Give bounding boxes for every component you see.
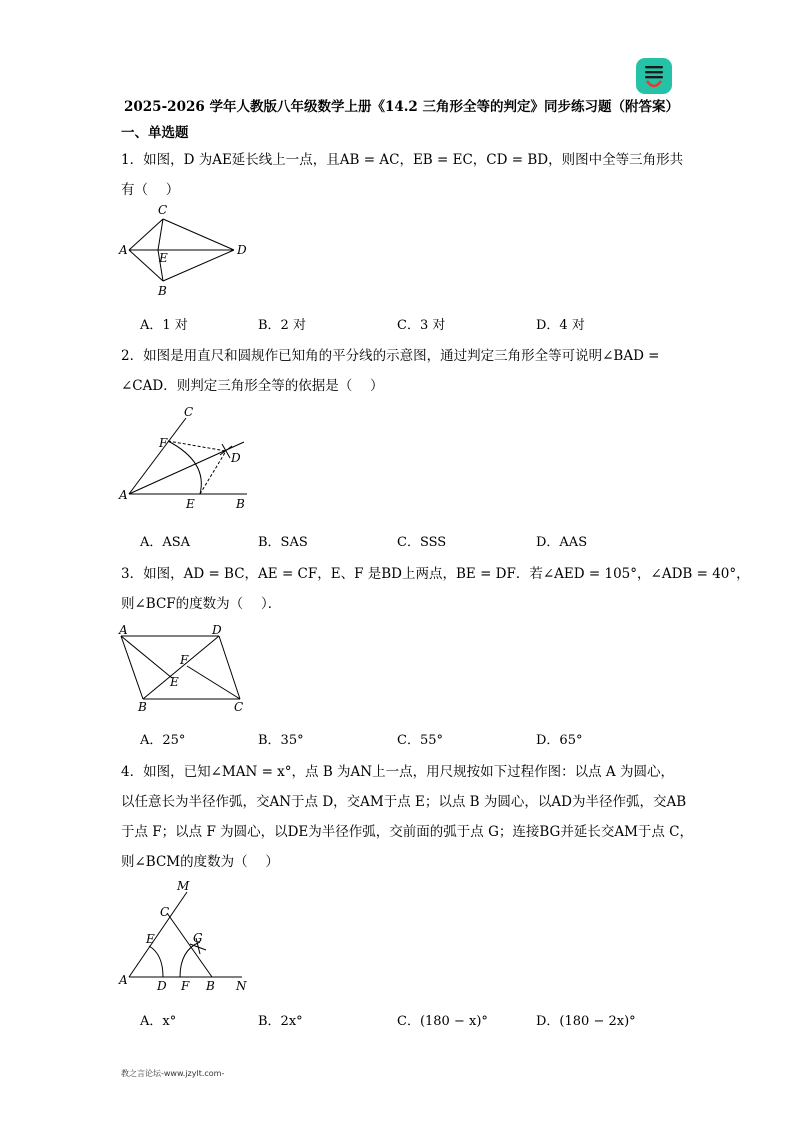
fig3-label-f: F bbox=[180, 653, 189, 667]
question-4-line-2: 以任意长为半径作弧，交AN于点 D，交AM于点 E；以点 B 为圆心，以AD为半径作弧，交AB bbox=[121, 794, 687, 810]
question-3-line-1: 3．如图，AD = BC，AE = CF，E、F 是BD上两点，BE = DF．若∠AED = 105°，∠ADB = 40°， bbox=[121, 566, 750, 582]
q1-option-b[interactable]: B．2 对 bbox=[258, 318, 306, 333]
fig3-label-a: A bbox=[119, 623, 128, 637]
q3-option-b[interactable]: B．35° bbox=[258, 733, 304, 748]
fig1-label-b: B bbox=[158, 284, 167, 298]
question-1-line-1: 1．如图，D 为AE延长线上一点，且AB = AC，EB = EC，CD = BD，则图中全等三角形共 bbox=[121, 152, 684, 168]
fig2-label-b: B bbox=[236, 497, 245, 511]
section-heading: 一、单选题 bbox=[121, 125, 189, 141]
question-1-line-2: 有（ ） bbox=[121, 182, 180, 198]
q2-option-b[interactable]: B．SAS bbox=[258, 535, 308, 550]
question-2-line-2: ∠CAD．则判定三角形全等的依据是（ ） bbox=[121, 378, 384, 394]
q4-option-c[interactable]: C．(180 − x)° bbox=[397, 1014, 488, 1029]
fig4-label-n: N bbox=[236, 979, 247, 993]
q1-option-a[interactable]: A．1 对 bbox=[140, 318, 188, 333]
page-title: 2025-2026 学年人教版八年级数学上册《14.2 三角形全等的判定》同步练习题（附答案） bbox=[124, 99, 680, 115]
q3-option-c[interactable]: C．55° bbox=[397, 733, 443, 748]
q2-option-a[interactable]: A．ASA bbox=[140, 535, 191, 550]
fig4-label-e: E bbox=[146, 932, 155, 946]
fig4-label-g: G bbox=[193, 931, 203, 945]
q1-option-d[interactable]: D．4 对 bbox=[536, 318, 585, 333]
question-2-line-1: 2．如图是用直尺和圆规作已知角的平分线的示意图，通过判定三角形全等可说明∠BAD = bbox=[121, 348, 660, 364]
fig2-label-d: D bbox=[231, 451, 241, 465]
fig3-label-c: C bbox=[234, 700, 244, 714]
fig2-label-c: C bbox=[184, 405, 194, 419]
fig4-label-c: C bbox=[160, 905, 170, 919]
fig1-label-e: E bbox=[159, 251, 168, 265]
q2-option-d[interactable]: D．AAS bbox=[536, 535, 588, 550]
question-4-line-3: 于点 F；以点 F 为圆心，以DE为半径作弧，交前面的弧于点 G；连接BG并延长交AM于点 C， bbox=[121, 824, 694, 840]
fig2-label-a: A bbox=[119, 488, 128, 502]
fig4-label-m: M bbox=[177, 879, 190, 893]
q4-option-a[interactable]: A．x° bbox=[140, 1014, 177, 1029]
question-4-line-4: 则∠BCM的度数为（ ） bbox=[121, 854, 279, 870]
question-4-line-1: 4．如图，已知∠MAN = x°，点 B 为AN上一点，用尺规按如下过程作图：以点 A 为圆心， bbox=[121, 764, 674, 780]
fig3-label-e: E bbox=[170, 675, 179, 689]
fig1-label-c: C bbox=[158, 203, 168, 217]
fig3-label-d: D bbox=[212, 623, 222, 637]
q2-option-c[interactable]: C．SSS bbox=[397, 535, 447, 550]
fig4-label-f: F bbox=[181, 979, 190, 993]
page-footer: 教之言论坛-www.jzylt.com- bbox=[121, 1069, 225, 1078]
q3-option-d[interactable]: D．65° bbox=[536, 733, 583, 748]
fig4-label-a: A bbox=[119, 973, 128, 987]
fig1-label-a: A bbox=[119, 243, 128, 257]
fig3-label-b: B bbox=[138, 700, 147, 714]
q1-option-c[interactable]: C．3 对 bbox=[397, 318, 446, 333]
fig2-label-e: E bbox=[186, 497, 195, 511]
fig4-label-b: B bbox=[206, 979, 215, 993]
q3-option-a[interactable]: A．25° bbox=[140, 733, 186, 748]
fig1-label-d: D bbox=[237, 243, 247, 257]
q4-option-b[interactable]: B．2x° bbox=[258, 1014, 303, 1029]
q4-option-d[interactable]: D．(180 − 2x)° bbox=[536, 1014, 636, 1029]
question-3-line-2: 则∠BCF的度数为（ ）． bbox=[121, 596, 282, 612]
fig2-label-f: F bbox=[159, 436, 168, 450]
fig4-label-d: D bbox=[157, 979, 167, 993]
